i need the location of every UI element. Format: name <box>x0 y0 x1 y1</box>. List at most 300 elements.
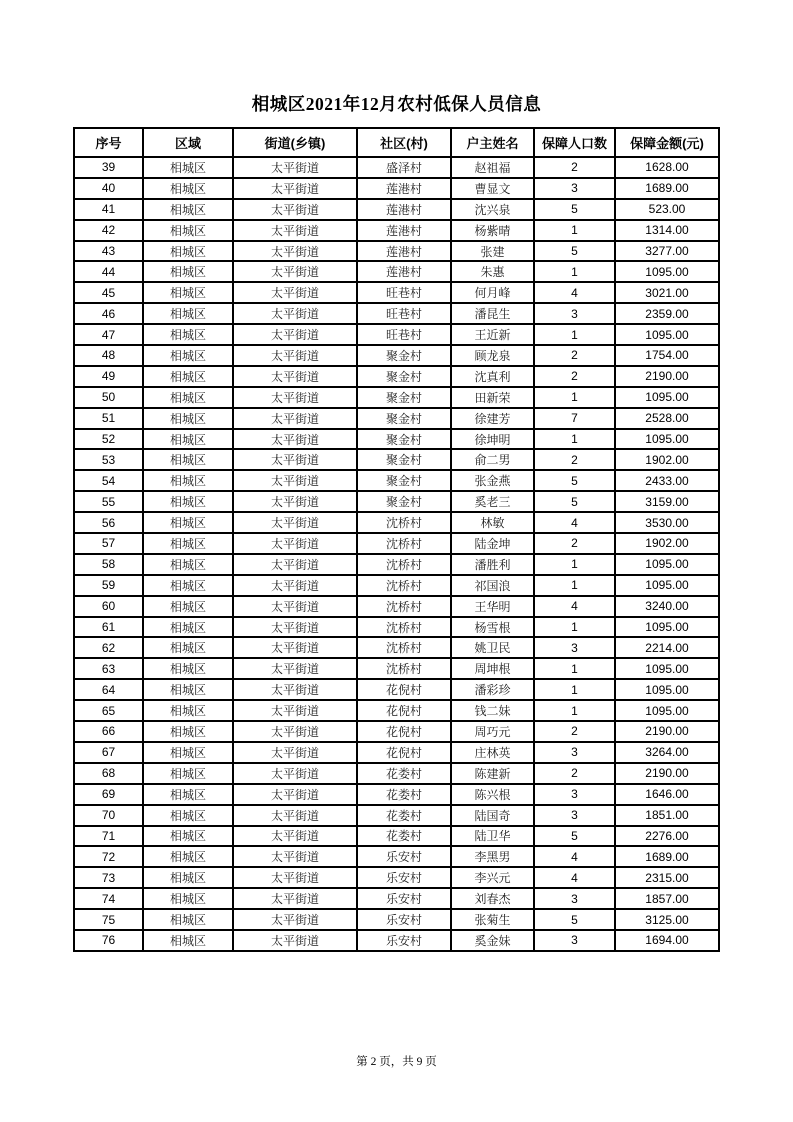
cell-street: 太平街道 <box>233 554 357 575</box>
column-header-persons: 保障人口数 <box>534 128 615 157</box>
cell-village: 旺巷村 <box>357 282 451 303</box>
cell-region: 相城区 <box>143 721 233 742</box>
cell-region: 相城区 <box>143 658 233 679</box>
cell-village: 乐安村 <box>357 846 451 867</box>
cell-street: 太平街道 <box>233 596 357 617</box>
cell-persons: 1 <box>534 429 615 450</box>
cell-persons: 3 <box>534 805 615 826</box>
cell-region: 相城区 <box>143 533 233 554</box>
cell-persons: 5 <box>534 470 615 491</box>
cell-street: 太平街道 <box>233 533 357 554</box>
cell-persons: 5 <box>534 199 615 220</box>
cell-persons: 1 <box>534 554 615 575</box>
cell-amount: 1095.00 <box>615 575 719 596</box>
cell-seq: 54 <box>74 470 143 491</box>
cell-region: 相城区 <box>143 930 233 951</box>
cell-seq: 45 <box>74 282 143 303</box>
cell-region: 相城区 <box>143 387 233 408</box>
cell-region: 相城区 <box>143 846 233 867</box>
cell-name: 杨雪根 <box>451 617 534 638</box>
cell-village: 乐安村 <box>357 909 451 930</box>
cell-persons: 2 <box>534 366 615 387</box>
cell-street: 太平街道 <box>233 491 357 512</box>
column-header-seq: 序号 <box>74 128 143 157</box>
cell-village: 花倪村 <box>357 700 451 721</box>
cell-amount: 3125.00 <box>615 909 719 930</box>
cell-amount: 1689.00 <box>615 178 719 199</box>
cell-seq: 68 <box>74 763 143 784</box>
table-row <box>74 679 719 700</box>
cell-street: 太平街道 <box>233 721 357 742</box>
cell-name: 陆金坤 <box>451 533 534 554</box>
table-row <box>74 491 719 512</box>
cell-street: 太平街道 <box>233 909 357 930</box>
table-row <box>74 721 719 742</box>
cell-persons: 1 <box>534 324 615 345</box>
cell-name: 祁国浪 <box>451 575 534 596</box>
cell-region: 相城区 <box>143 324 233 345</box>
cell-village: 聚金村 <box>357 470 451 491</box>
table-row <box>74 345 719 366</box>
cell-street: 太平街道 <box>233 637 357 658</box>
table-row <box>74 784 719 805</box>
cell-village: 旺巷村 <box>357 303 451 324</box>
cell-seq: 63 <box>74 658 143 679</box>
column-header-name: 户主姓名 <box>451 128 534 157</box>
cell-seq: 69 <box>74 784 143 805</box>
cell-street: 太平街道 <box>233 826 357 847</box>
cell-amount: 1689.00 <box>615 846 719 867</box>
cell-amount: 1095.00 <box>615 324 719 345</box>
cell-village: 沈桥村 <box>357 637 451 658</box>
cell-region: 相城区 <box>143 157 233 178</box>
cell-seq: 49 <box>74 366 143 387</box>
cell-persons: 2 <box>534 533 615 554</box>
cell-seq: 39 <box>74 157 143 178</box>
cell-persons: 1 <box>534 261 615 282</box>
cell-seq: 66 <box>74 721 143 742</box>
cell-village: 聚金村 <box>357 408 451 429</box>
cell-village: 莲港村 <box>357 199 451 220</box>
cell-name: 周巧元 <box>451 721 534 742</box>
cell-street: 太平街道 <box>233 658 357 679</box>
cell-persons: 2 <box>534 721 615 742</box>
cell-name: 李黑男 <box>451 846 534 867</box>
cell-amount: 1095.00 <box>615 700 719 721</box>
page-title: 相城区2021年12月农村低保人员信息 <box>251 94 542 114</box>
cell-street: 太平街道 <box>233 805 357 826</box>
cell-amount: 2214.00 <box>615 637 719 658</box>
cell-amount: 1095.00 <box>615 261 719 282</box>
cell-street: 太平街道 <box>233 199 357 220</box>
cell-name: 陆国奇 <box>451 805 534 826</box>
table-header <box>74 128 719 157</box>
cell-name: 何月峰 <box>451 282 534 303</box>
table-row <box>74 429 719 450</box>
cell-region: 相城区 <box>143 220 233 241</box>
cell-seq: 40 <box>74 178 143 199</box>
cell-region: 相城区 <box>143 617 233 638</box>
table-row <box>74 178 719 199</box>
cell-street: 太平街道 <box>233 700 357 721</box>
cell-name: 奚金妹 <box>451 930 534 951</box>
cell-region: 相城区 <box>143 199 233 220</box>
table-row <box>74 658 719 679</box>
table-row <box>74 366 719 387</box>
table-row <box>74 637 719 658</box>
cell-region: 相城区 <box>143 763 233 784</box>
cell-region: 相城区 <box>143 241 233 262</box>
cell-region: 相城区 <box>143 554 233 575</box>
cell-street: 太平街道 <box>233 366 357 387</box>
cell-village: 聚金村 <box>357 345 451 366</box>
cell-seq: 50 <box>74 387 143 408</box>
table-row <box>74 470 719 491</box>
cell-village: 花倪村 <box>357 721 451 742</box>
cell-persons: 5 <box>534 909 615 930</box>
cell-name: 陈兴根 <box>451 784 534 805</box>
cell-amount: 1095.00 <box>615 429 719 450</box>
cell-region: 相城区 <box>143 637 233 658</box>
table-row <box>74 220 719 241</box>
cell-seq: 52 <box>74 429 143 450</box>
cell-seq: 65 <box>74 700 143 721</box>
table-row <box>74 512 719 533</box>
cell-persons: 1 <box>534 220 615 241</box>
cell-region: 相城区 <box>143 700 233 721</box>
cell-street: 太平街道 <box>233 888 357 909</box>
cell-name: 林敏 <box>451 512 534 533</box>
cell-region: 相城区 <box>143 512 233 533</box>
cell-name: 庄林英 <box>451 742 534 763</box>
cell-seq: 43 <box>74 241 143 262</box>
low-income-table <box>73 127 720 952</box>
cell-amount: 3264.00 <box>615 742 719 763</box>
cell-persons: 5 <box>534 826 615 847</box>
cell-region: 相城区 <box>143 805 233 826</box>
cell-amount: 2433.00 <box>615 470 719 491</box>
cell-amount: 1095.00 <box>615 617 719 638</box>
cell-village: 盛泽村 <box>357 157 451 178</box>
cell-village: 沈桥村 <box>357 575 451 596</box>
cell-amount: 1095.00 <box>615 658 719 679</box>
cell-region: 相城区 <box>143 867 233 888</box>
cell-name: 顾龙泉 <box>451 345 534 366</box>
cell-amount: 2190.00 <box>615 721 719 742</box>
page-number-indicator: 第 2 页，共 9 页 <box>356 1056 437 1068</box>
cell-seq: 55 <box>74 491 143 512</box>
cell-name: 俞二男 <box>451 449 534 470</box>
cell-name: 张建 <box>451 241 534 262</box>
cell-amount: 1851.00 <box>615 805 719 826</box>
cell-amount: 1095.00 <box>615 679 719 700</box>
cell-name: 张金燕 <box>451 470 534 491</box>
table-row <box>74 408 719 429</box>
cell-persons: 5 <box>534 491 615 512</box>
cell-persons: 7 <box>534 408 615 429</box>
cell-name: 杨紫晴 <box>451 220 534 241</box>
table-row <box>74 282 719 303</box>
cell-street: 太平街道 <box>233 763 357 784</box>
cell-street: 太平街道 <box>233 408 357 429</box>
cell-persons: 4 <box>534 596 615 617</box>
cell-street: 太平街道 <box>233 512 357 533</box>
cell-amount: 1902.00 <box>615 533 719 554</box>
cell-amount: 1857.00 <box>615 888 719 909</box>
cell-persons: 3 <box>534 303 615 324</box>
column-header-village: 社区(村) <box>357 128 451 157</box>
cell-amount: 2190.00 <box>615 763 719 784</box>
cell-village: 花娄村 <box>357 826 451 847</box>
cell-seq: 46 <box>74 303 143 324</box>
cell-village: 旺巷村 <box>357 324 451 345</box>
cell-name: 潘胜利 <box>451 554 534 575</box>
table-row <box>74 261 719 282</box>
table-row <box>74 199 719 220</box>
table-row <box>74 533 719 554</box>
cell-name: 姚卫民 <box>451 637 534 658</box>
cell-amount: 3240.00 <box>615 596 719 617</box>
cell-seq: 59 <box>74 575 143 596</box>
cell-amount: 1694.00 <box>615 930 719 951</box>
cell-name: 潘彩珍 <box>451 679 534 700</box>
cell-seq: 41 <box>74 199 143 220</box>
cell-region: 相城区 <box>143 345 233 366</box>
cell-seq: 56 <box>74 512 143 533</box>
table-row <box>74 826 719 847</box>
cell-street: 太平街道 <box>233 617 357 638</box>
cell-street: 太平街道 <box>233 241 357 262</box>
cell-region: 相城区 <box>143 784 233 805</box>
table-row <box>74 157 719 178</box>
cell-region: 相城区 <box>143 742 233 763</box>
cell-amount: 2359.00 <box>615 303 719 324</box>
column-header-region: 区域 <box>143 128 233 157</box>
cell-region: 相城区 <box>143 366 233 387</box>
table-row <box>74 324 719 345</box>
cell-village: 花倪村 <box>357 679 451 700</box>
cell-village: 沈桥村 <box>357 512 451 533</box>
cell-street: 太平街道 <box>233 324 357 345</box>
cell-name: 王华明 <box>451 596 534 617</box>
cell-name: 潘昆生 <box>451 303 534 324</box>
cell-amount: 1095.00 <box>615 554 719 575</box>
table-row <box>74 241 719 262</box>
cell-persons: 1 <box>534 700 615 721</box>
cell-seq: 73 <box>74 867 143 888</box>
cell-village: 莲港村 <box>357 241 451 262</box>
cell-region: 相城区 <box>143 408 233 429</box>
cell-street: 太平街道 <box>233 220 357 241</box>
cell-name: 陆卫华 <box>451 826 534 847</box>
cell-street: 太平街道 <box>233 261 357 282</box>
table-row <box>74 867 719 888</box>
cell-persons: 2 <box>534 157 615 178</box>
cell-amount: 3159.00 <box>615 491 719 512</box>
cell-region: 相城区 <box>143 429 233 450</box>
cell-region: 相城区 <box>143 282 233 303</box>
cell-name: 沈兴泉 <box>451 199 534 220</box>
cell-amount: 3530.00 <box>615 512 719 533</box>
cell-seq: 72 <box>74 846 143 867</box>
cell-street: 太平街道 <box>233 846 357 867</box>
cell-street: 太平街道 <box>233 157 357 178</box>
cell-village: 聚金村 <box>357 366 451 387</box>
table-row <box>74 387 719 408</box>
cell-street: 太平街道 <box>233 930 357 951</box>
cell-street: 太平街道 <box>233 470 357 491</box>
cell-region: 相城区 <box>143 470 233 491</box>
cell-seq: 70 <box>74 805 143 826</box>
cell-seq: 71 <box>74 826 143 847</box>
cell-amount: 2315.00 <box>615 867 719 888</box>
cell-name: 徐坤明 <box>451 429 534 450</box>
cell-persons: 4 <box>534 867 615 888</box>
cell-seq: 58 <box>74 554 143 575</box>
cell-persons: 1 <box>534 679 615 700</box>
cell-village: 花娄村 <box>357 805 451 826</box>
cell-village: 沈桥村 <box>357 658 451 679</box>
table-row <box>74 700 719 721</box>
cell-name: 钱二妹 <box>451 700 534 721</box>
cell-street: 太平街道 <box>233 867 357 888</box>
cell-name: 周坤根 <box>451 658 534 679</box>
cell-street: 太平街道 <box>233 742 357 763</box>
cell-persons: 5 <box>534 241 615 262</box>
cell-persons: 3 <box>534 178 615 199</box>
column-header-amount: 保障金额(元) <box>615 128 719 157</box>
cell-village: 乐安村 <box>357 930 451 951</box>
cell-region: 相城区 <box>143 575 233 596</box>
cell-village: 聚金村 <box>357 449 451 470</box>
table-row <box>74 846 719 867</box>
cell-street: 太平街道 <box>233 679 357 700</box>
cell-village: 花娄村 <box>357 784 451 805</box>
cell-seq: 48 <box>74 345 143 366</box>
cell-seq: 42 <box>74 220 143 241</box>
cell-persons: 4 <box>534 512 615 533</box>
cell-street: 太平街道 <box>233 784 357 805</box>
header-row <box>74 128 719 157</box>
cell-amount: 1902.00 <box>615 449 719 470</box>
table-row <box>74 930 719 951</box>
cell-region: 相城区 <box>143 679 233 700</box>
cell-seq: 47 <box>74 324 143 345</box>
column-header-street: 街道(乡镇) <box>233 128 357 157</box>
cell-village: 聚金村 <box>357 429 451 450</box>
cell-persons: 4 <box>534 846 615 867</box>
cell-seq: 67 <box>74 742 143 763</box>
cell-name: 奚老三 <box>451 491 534 512</box>
table-row <box>74 909 719 930</box>
cell-village: 沈桥村 <box>357 533 451 554</box>
cell-seq: 53 <box>74 449 143 470</box>
cell-street: 太平街道 <box>233 387 357 408</box>
cell-persons: 1 <box>534 658 615 679</box>
cell-name: 陈建新 <box>451 763 534 784</box>
cell-region: 相城区 <box>143 449 233 470</box>
cell-persons: 3 <box>534 888 615 909</box>
cell-village: 莲港村 <box>357 178 451 199</box>
cell-name: 李兴元 <box>451 867 534 888</box>
table-row <box>74 763 719 784</box>
cell-persons: 1 <box>534 617 615 638</box>
cell-name: 王近新 <box>451 324 534 345</box>
cell-amount: 3021.00 <box>615 282 719 303</box>
cell-name: 徐建芳 <box>451 408 534 429</box>
table-row <box>74 303 719 324</box>
cell-seq: 44 <box>74 261 143 282</box>
cell-persons: 2 <box>534 345 615 366</box>
cell-name: 沈真利 <box>451 366 534 387</box>
cell-street: 太平街道 <box>233 449 357 470</box>
cell-amount: 2190.00 <box>615 366 719 387</box>
cell-name: 田新荣 <box>451 387 534 408</box>
cell-name: 张菊生 <box>451 909 534 930</box>
cell-seq: 62 <box>74 637 143 658</box>
cell-street: 太平街道 <box>233 429 357 450</box>
cell-village: 莲港村 <box>357 220 451 241</box>
cell-region: 相城区 <box>143 596 233 617</box>
cell-village: 乐安村 <box>357 888 451 909</box>
cell-amount: 1754.00 <box>615 345 719 366</box>
cell-region: 相城区 <box>143 826 233 847</box>
table-row <box>74 805 719 826</box>
cell-persons: 1 <box>534 387 615 408</box>
cell-region: 相城区 <box>143 909 233 930</box>
cell-amount: 1314.00 <box>615 220 719 241</box>
cell-region: 相城区 <box>143 303 233 324</box>
cell-village: 沈桥村 <box>357 617 451 638</box>
cell-amount: 1095.00 <box>615 387 719 408</box>
cell-village: 沈桥村 <box>357 596 451 617</box>
cell-seq: 75 <box>74 909 143 930</box>
cell-street: 太平街道 <box>233 178 357 199</box>
cell-region: 相城区 <box>143 888 233 909</box>
cell-region: 相城区 <box>143 491 233 512</box>
cell-village: 聚金村 <box>357 387 451 408</box>
cell-persons: 1 <box>534 575 615 596</box>
cell-amount: 2528.00 <box>615 408 719 429</box>
cell-name: 曹显文 <box>451 178 534 199</box>
table-row <box>74 554 719 575</box>
cell-persons: 3 <box>534 637 615 658</box>
cell-name: 刘春杰 <box>451 888 534 909</box>
cell-street: 太平街道 <box>233 575 357 596</box>
cell-name: 赵祖福 <box>451 157 534 178</box>
cell-village: 沈桥村 <box>357 554 451 575</box>
cell-amount: 2276.00 <box>615 826 719 847</box>
cell-seq: 57 <box>74 533 143 554</box>
cell-street: 太平街道 <box>233 345 357 366</box>
cell-seq: 60 <box>74 596 143 617</box>
cell-seq: 76 <box>74 930 143 951</box>
cell-region: 相城区 <box>143 178 233 199</box>
cell-amount: 3277.00 <box>615 241 719 262</box>
cell-region: 相城区 <box>143 261 233 282</box>
cell-village: 花倪村 <box>357 742 451 763</box>
cell-seq: 51 <box>74 408 143 429</box>
cell-persons: 3 <box>534 784 615 805</box>
cell-amount: 523.00 <box>615 199 719 220</box>
cell-seq: 61 <box>74 617 143 638</box>
cell-street: 太平街道 <box>233 303 357 324</box>
table-row <box>74 888 719 909</box>
table-row <box>74 575 719 596</box>
cell-amount: 1628.00 <box>615 157 719 178</box>
cell-persons: 3 <box>534 930 615 951</box>
cell-seq: 74 <box>74 888 143 909</box>
